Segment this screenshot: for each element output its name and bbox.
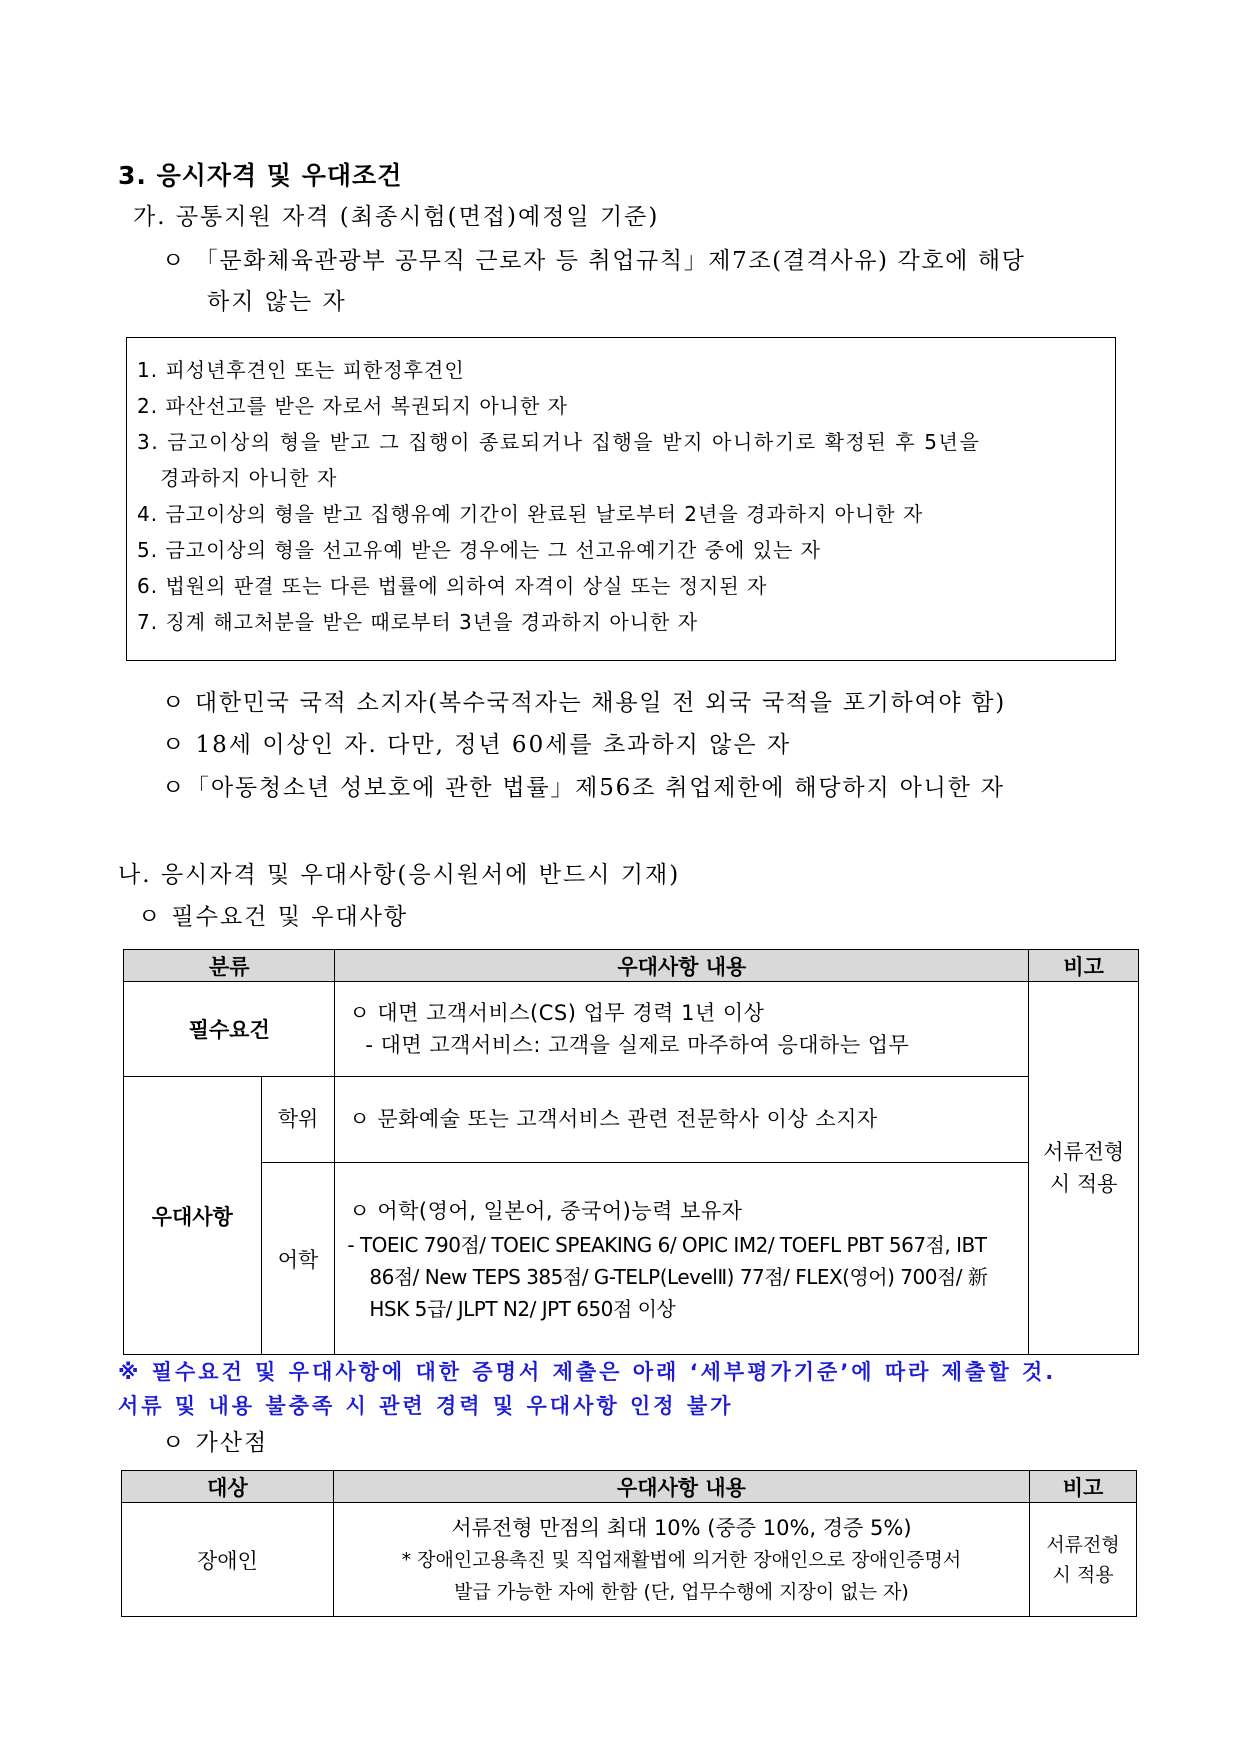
bonus-table	[121, 1470, 1137, 1617]
header-note: 비고	[1029, 950, 1139, 982]
disqualification-item: 3. 금고이상의 형을 받고 그 집행이 종료되거나 집행을 받지 아니하기로 확정된 후 5년을	[137, 430, 981, 454]
degree-text: ㅇ 문화예술 또는 고객서비스 관련 전문학사 이상 소지자	[349, 1107, 878, 1131]
language-line1: ㅇ 어학(영어, 일본어, 중국어)능력 보유자	[349, 1198, 743, 1223]
table-row	[122, 1503, 1137, 1617]
table-header-row	[124, 950, 1139, 982]
required-line1: ㅇ 대면 고객서비스(CS) 업무 경력 1년 이상	[349, 1001, 765, 1025]
bonus-note-cell	[1030, 1503, 1137, 1617]
note-line2: 시 적용	[1049, 1172, 1118, 1196]
preference-heading: 나. 응시자격 및 우대사항(응시원서에 반드시 기재)	[118, 862, 681, 888]
note-line1: 서류전형	[1043, 1140, 1125, 1164]
disqualification-item: 5. 금고이상의 형을 선고유예 받은 경우에는 그 선고유예기간 중에 있는 자	[137, 538, 821, 562]
table-row	[124, 1163, 1139, 1355]
disqualification-item: 4. 금고이상의 형을 받고 집행유예 기간이 완료된 날로부터 2년을 경과하지 아니한 자	[137, 502, 924, 526]
header-category: 분류	[124, 950, 335, 982]
bonus-note-line1: 서류전형	[1046, 1533, 1120, 1556]
bonus-content	[333, 1503, 1029, 1617]
disqualification-item: 경과하지 아니한 자	[160, 466, 338, 490]
rule-item-line1: ㅇ 「문화체육관광부 공무직 근로자 등 취업규칙」제7조(결격사유) 각호에 해당	[162, 248, 1026, 274]
bonus-line1: 서류전형 만점의 최대 10% (중증 10%, 경증 5%)	[451, 1515, 912, 1540]
nationality-item: ㅇ 대한민국 국적 소지자(복수국적자는 채용일 전 외국 국적을 포기하여야 함)	[162, 690, 1006, 716]
degree-label: 학위	[261, 1077, 335, 1163]
section-title: 3. 응시자격 및 우대조건	[118, 161, 403, 190]
header-target: 대상	[122, 1471, 334, 1503]
language-line2: - TOEIC 790점/ TOEIC SPEAKING 6/ OPIC IM2/ TOEFL PBT 567점, IBT	[347, 1232, 987, 1257]
age-item: ㅇ 18세 이상인 자. 다만, 정년 60세를 초과하지 않은 자	[162, 732, 792, 758]
common-qualification-heading: 가. 공통지원 자격 (최종시험(면접)예정일 기준)	[133, 204, 660, 230]
note-cell	[1029, 982, 1139, 1355]
disqualification-box	[126, 337, 1116, 661]
requirements-table	[123, 949, 1139, 1355]
disqualification-item: 7. 징계 해고처분을 받은 때로부터 3년을 경과하지 아니한 자	[137, 610, 699, 634]
language-line4: HSK 5급/ JLPT N2/ JPT 650점 이상	[369, 1296, 676, 1321]
disqualification-item: 6. 법원의 판결 또는 다른 법률에 의하여 자격이 상실 또는 정지된 자	[137, 574, 768, 598]
language-line3: 86점/ New TEPS 385점/ G-TELP(LevelⅡ) 77점/ FLEX(영어) 700점/ 新	[369, 1264, 988, 1289]
child-protection-item: ㅇ「아동청소년 성보호에 관한 법률」제56조 취업제한에 해당하지 아니한 자	[162, 775, 1005, 801]
bonus-note-line2: 시 적용	[1052, 1563, 1114, 1586]
notice-line2: 서류 및 내용 불충족 시 관련 경력 및 우대사항 인정 불가	[118, 1394, 734, 1418]
header-note: 비고	[1030, 1471, 1137, 1503]
disqualification-item: 2. 파산선고를 받은 자로서 복권되지 아니한 자	[137, 394, 568, 418]
header-content: 우대사항 내용	[335, 950, 1029, 982]
degree-content	[335, 1077, 1029, 1163]
required-label: 필수요건	[124, 982, 335, 1077]
header-content: 우대사항 내용	[333, 1471, 1029, 1503]
preference-subheading: ㅇ 필수요건 및 우대사항	[138, 904, 409, 930]
table-header-row	[122, 1471, 1137, 1503]
bonus-line2: * 장애인고용촉진 및 직업재활법에 의거한 장애인으로 장애인증명서	[401, 1548, 962, 1571]
bonus-heading: ㅇ 가산점	[162, 1430, 269, 1456]
rule-item-line2: 하지 않는 자	[207, 289, 347, 315]
disqualification-item: 1. 피성년후견인 또는 피한정후견인	[137, 358, 465, 382]
required-line2: - 대면 고객서비스: 고객을 실제로 마주하여 응대하는 업무	[365, 1033, 910, 1057]
notice-line1: ※ 필수요건 및 우대사항에 대한 증명서 제출은 아래 ‘세부평가기준’에 따라 제출할 것.	[118, 1360, 1057, 1384]
language-content	[335, 1163, 1029, 1355]
table-row	[124, 982, 1139, 1077]
bonus-line3: 발급 가능한 자에 한함 (단, 업무수행에 지장이 없는 자)	[454, 1580, 909, 1603]
required-content	[335, 982, 1029, 1077]
language-label: 어학	[261, 1163, 335, 1355]
preferred-label: 우대사항	[124, 1077, 262, 1355]
target-cell: 장애인	[122, 1503, 334, 1617]
table-row	[124, 1077, 1139, 1163]
